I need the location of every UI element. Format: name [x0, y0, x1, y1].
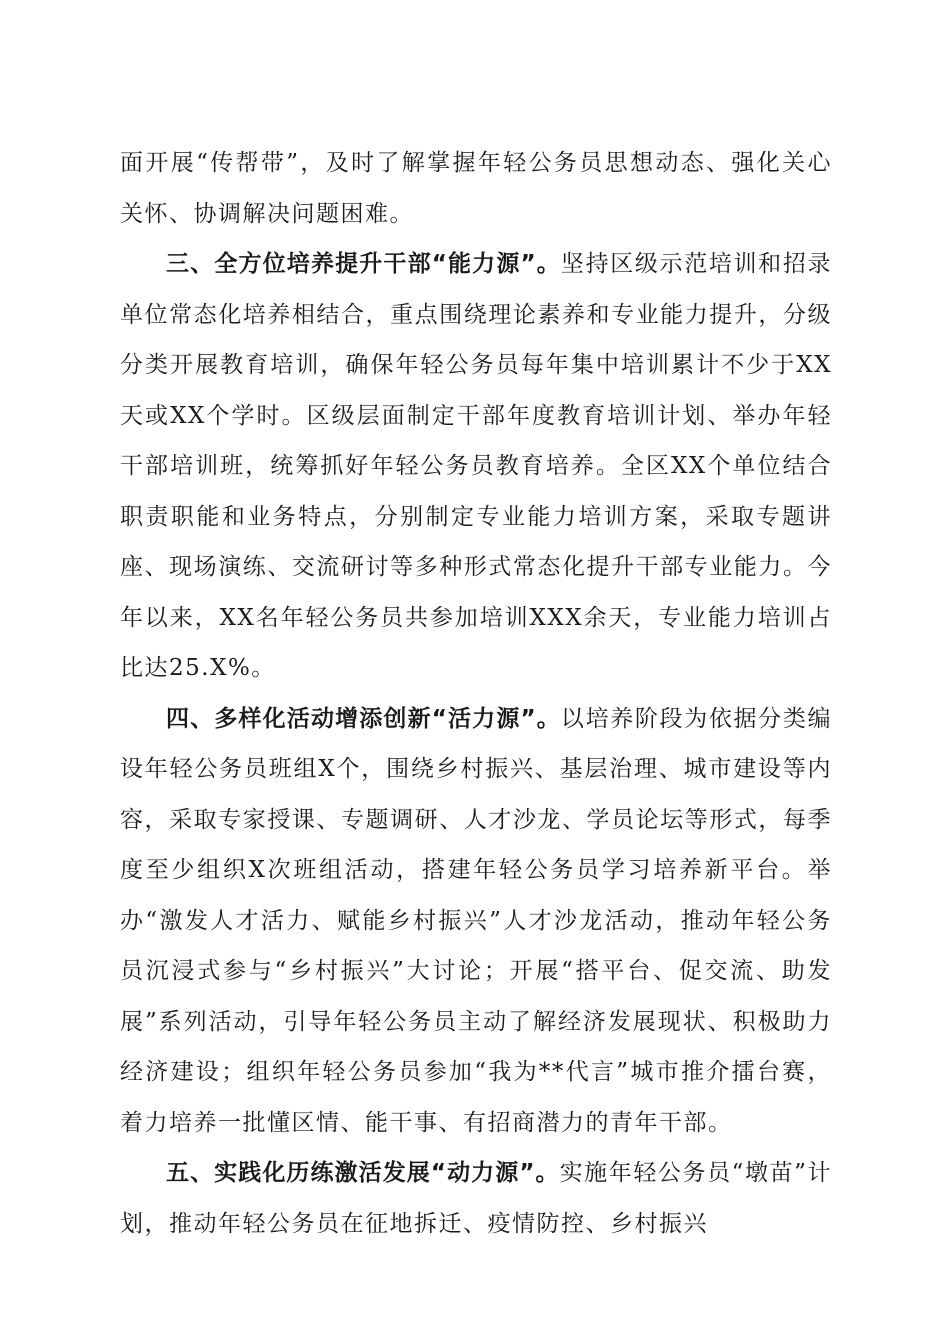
section-heading: 五、实践化历练激活发展“动力源”。 — [166, 1160, 560, 1186]
document-body — [120, 138, 832, 1249]
section-heading: 三、全方位培养提升干部“能力源”。 — [166, 251, 561, 277]
section-heading: 四、多样化活动增添创新“活力源”。 — [166, 705, 561, 732]
paragraph-text: 面开展“传帮带”，及时了解掌握年轻公务员思想动态、强化关心关怀、协调解决问题困难。 — [120, 150, 832, 227]
paragraph-text: 坚持区级示范培训和招录单位常态化培养相结合，重点围绕理论素养和专业能力提升，分级分类开展教育培训，确保年轻公务员每年集中培训累计不少于XX天或XX个学时。区级层面制定干部年度教育培训计划、举办年轻干部培训班，统筹抓好年轻公务员教育培养。全区XX个单位结合职责职能和业务特点，分别制定专业能力培训方案，采取专题讲座、现场演练、交流研讨等多种形式常态化提升干部专业能力。今年以来，XX名年轻公务员共参加培训XXX余天，专业能力培训占比达25.X%。 — [120, 251, 833, 681]
paragraph-text: 以培养阶段为依据分类编设年轻公务员班组X个，围绕乡村振兴、基层治理、城市建设等内容，采取专家授课、专题调研、人才沙龙、学员论坛等形式，每季度至少组织X次班组活动，搭建年轻公务员学习培养新平台。举办“激发人才活力、赋能乡村振兴”人才沙龙活动，推动年轻公务员沉浸式参与“乡村振兴”大讨论；开展“搭平台、促交流、助发展”系列活动，引导年轻公务员主动了解经济发展现状、积极助力经济建设；组织年轻公务员参加“我为**代言”城市推介擂台赛，着力培养一批懂区情、能干事、有招商潜力的青年干部。 — [120, 705, 833, 1136]
paragraph-continuation — [120, 138, 832, 239]
paragraph-section-five — [120, 1148, 832, 1249]
paragraph-section-four — [120, 694, 832, 1149]
paragraph-text: 实施年轻公务员“墩苗”计划，推动年轻公务员在征地拆迁、疫情防控、乡村振兴 — [120, 1160, 832, 1237]
paragraph-section-three — [120, 239, 832, 694]
